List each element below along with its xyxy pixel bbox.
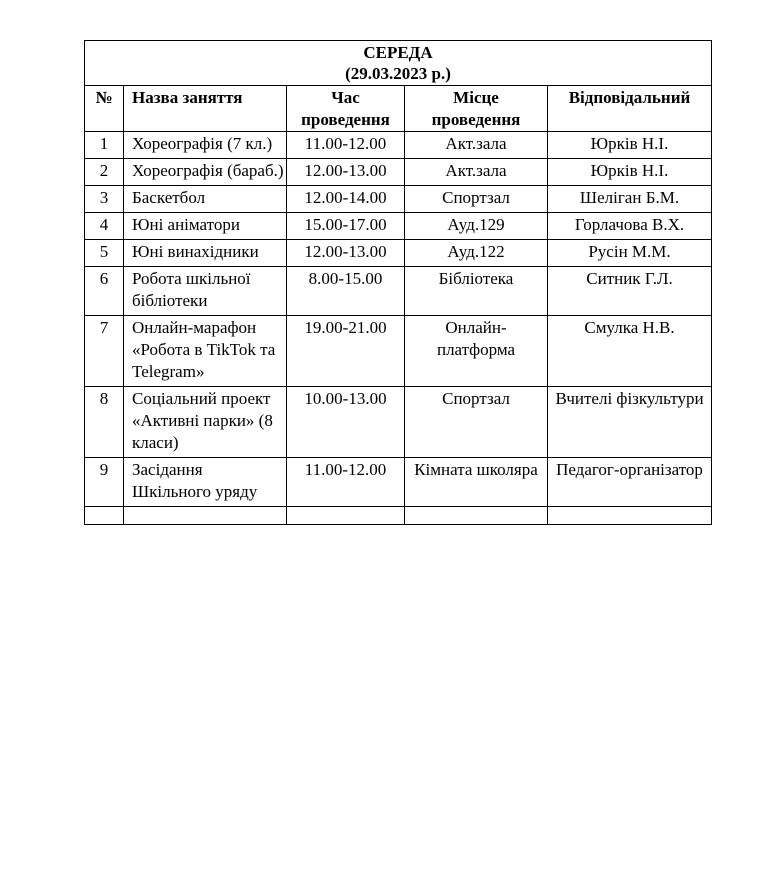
- empty-table-row: [85, 507, 712, 525]
- header-row: [85, 86, 712, 132]
- row-name: Хореографія (7 кл.): [124, 132, 287, 159]
- header-number: №: [85, 86, 124, 132]
- row-name: Засідання Шкільного уряду: [124, 458, 287, 507]
- row-name: Баскетбол: [124, 186, 287, 213]
- table-row: [85, 213, 712, 240]
- row-number: 2: [85, 159, 124, 186]
- header-responsible: Відповідальний: [548, 86, 712, 132]
- row-time: 12.00-14.00: [287, 186, 405, 213]
- table-row: [85, 458, 712, 507]
- header-name: Назва заняття: [124, 86, 287, 132]
- row-time: 12.00-13.00: [287, 240, 405, 267]
- table-row: [85, 316, 712, 387]
- row-time: 10.00-13.00: [287, 387, 405, 458]
- row-responsible: Юрків Н.І.: [548, 159, 712, 186]
- row-name: Робота шкільної бібліотеки: [124, 267, 287, 316]
- row-place: Онлайн-платформа: [405, 316, 548, 387]
- table-body: [85, 132, 712, 525]
- row-time: 11.00-12.00: [287, 132, 405, 159]
- row-name: Соціальний проект «Активні парки» (8 класи): [124, 387, 287, 458]
- row-responsible: Горлачова В.Х.: [548, 213, 712, 240]
- table-row: [85, 387, 712, 458]
- row-place: Ауд.129: [405, 213, 548, 240]
- empty-cell: [85, 507, 124, 525]
- table-row: [85, 240, 712, 267]
- row-place: Спортзал: [405, 387, 548, 458]
- title-row: [85, 41, 712, 86]
- row-time: 19.00-21.00: [287, 316, 405, 387]
- title-cell: [85, 41, 712, 86]
- row-number: 8: [85, 387, 124, 458]
- header-place: Місце проведення: [405, 86, 548, 132]
- table-row: [85, 267, 712, 316]
- row-number: 9: [85, 458, 124, 507]
- row-responsible: Ситник Г.Л.: [548, 267, 712, 316]
- row-responsible: Русін М.М.: [548, 240, 712, 267]
- header-time: Час проведення: [287, 86, 405, 132]
- row-place: Акт.зала: [405, 132, 548, 159]
- row-number: 1: [85, 132, 124, 159]
- row-place: Спортзал: [405, 186, 548, 213]
- table-row: [85, 159, 712, 186]
- row-responsible: Шеліган Б.М.: [548, 186, 712, 213]
- empty-cell: [405, 507, 548, 525]
- row-place: Кімната школяра: [405, 458, 548, 507]
- date-title: (29.03.2023 р.): [345, 64, 451, 83]
- row-name: Юні аніматори: [124, 213, 287, 240]
- table-row: [85, 132, 712, 159]
- table-row: [85, 186, 712, 213]
- row-number: 7: [85, 316, 124, 387]
- row-time: 12.00-13.00: [287, 159, 405, 186]
- row-time: 15.00-17.00: [287, 213, 405, 240]
- row-responsible: Вчителі фізкультури: [548, 387, 712, 458]
- empty-cell: [124, 507, 287, 525]
- row-number: 6: [85, 267, 124, 316]
- row-number: 3: [85, 186, 124, 213]
- row-responsible: Смулка Н.В.: [548, 316, 712, 387]
- row-time: 11.00-12.00: [287, 458, 405, 507]
- row-responsible: Юрків Н.І.: [548, 132, 712, 159]
- empty-cell: [287, 507, 405, 525]
- row-name: Хореографія (бараб.): [124, 159, 287, 186]
- row-number: 5: [85, 240, 124, 267]
- row-number: 4: [85, 213, 124, 240]
- day-title: СЕРЕДА: [363, 43, 433, 62]
- row-place: Бібліотека: [405, 267, 548, 316]
- row-place: Ауд.122: [405, 240, 548, 267]
- row-place: Акт.зала: [405, 159, 548, 186]
- empty-cell: [548, 507, 712, 525]
- schedule-table: [84, 40, 712, 525]
- row-name: Онлайн-марафон «Робота в TikTok та Telegram»: [124, 316, 287, 387]
- row-name: Юні винахідники: [124, 240, 287, 267]
- row-responsible: Педагог-організатор: [548, 458, 712, 507]
- row-time: 8.00-15.00: [287, 267, 405, 316]
